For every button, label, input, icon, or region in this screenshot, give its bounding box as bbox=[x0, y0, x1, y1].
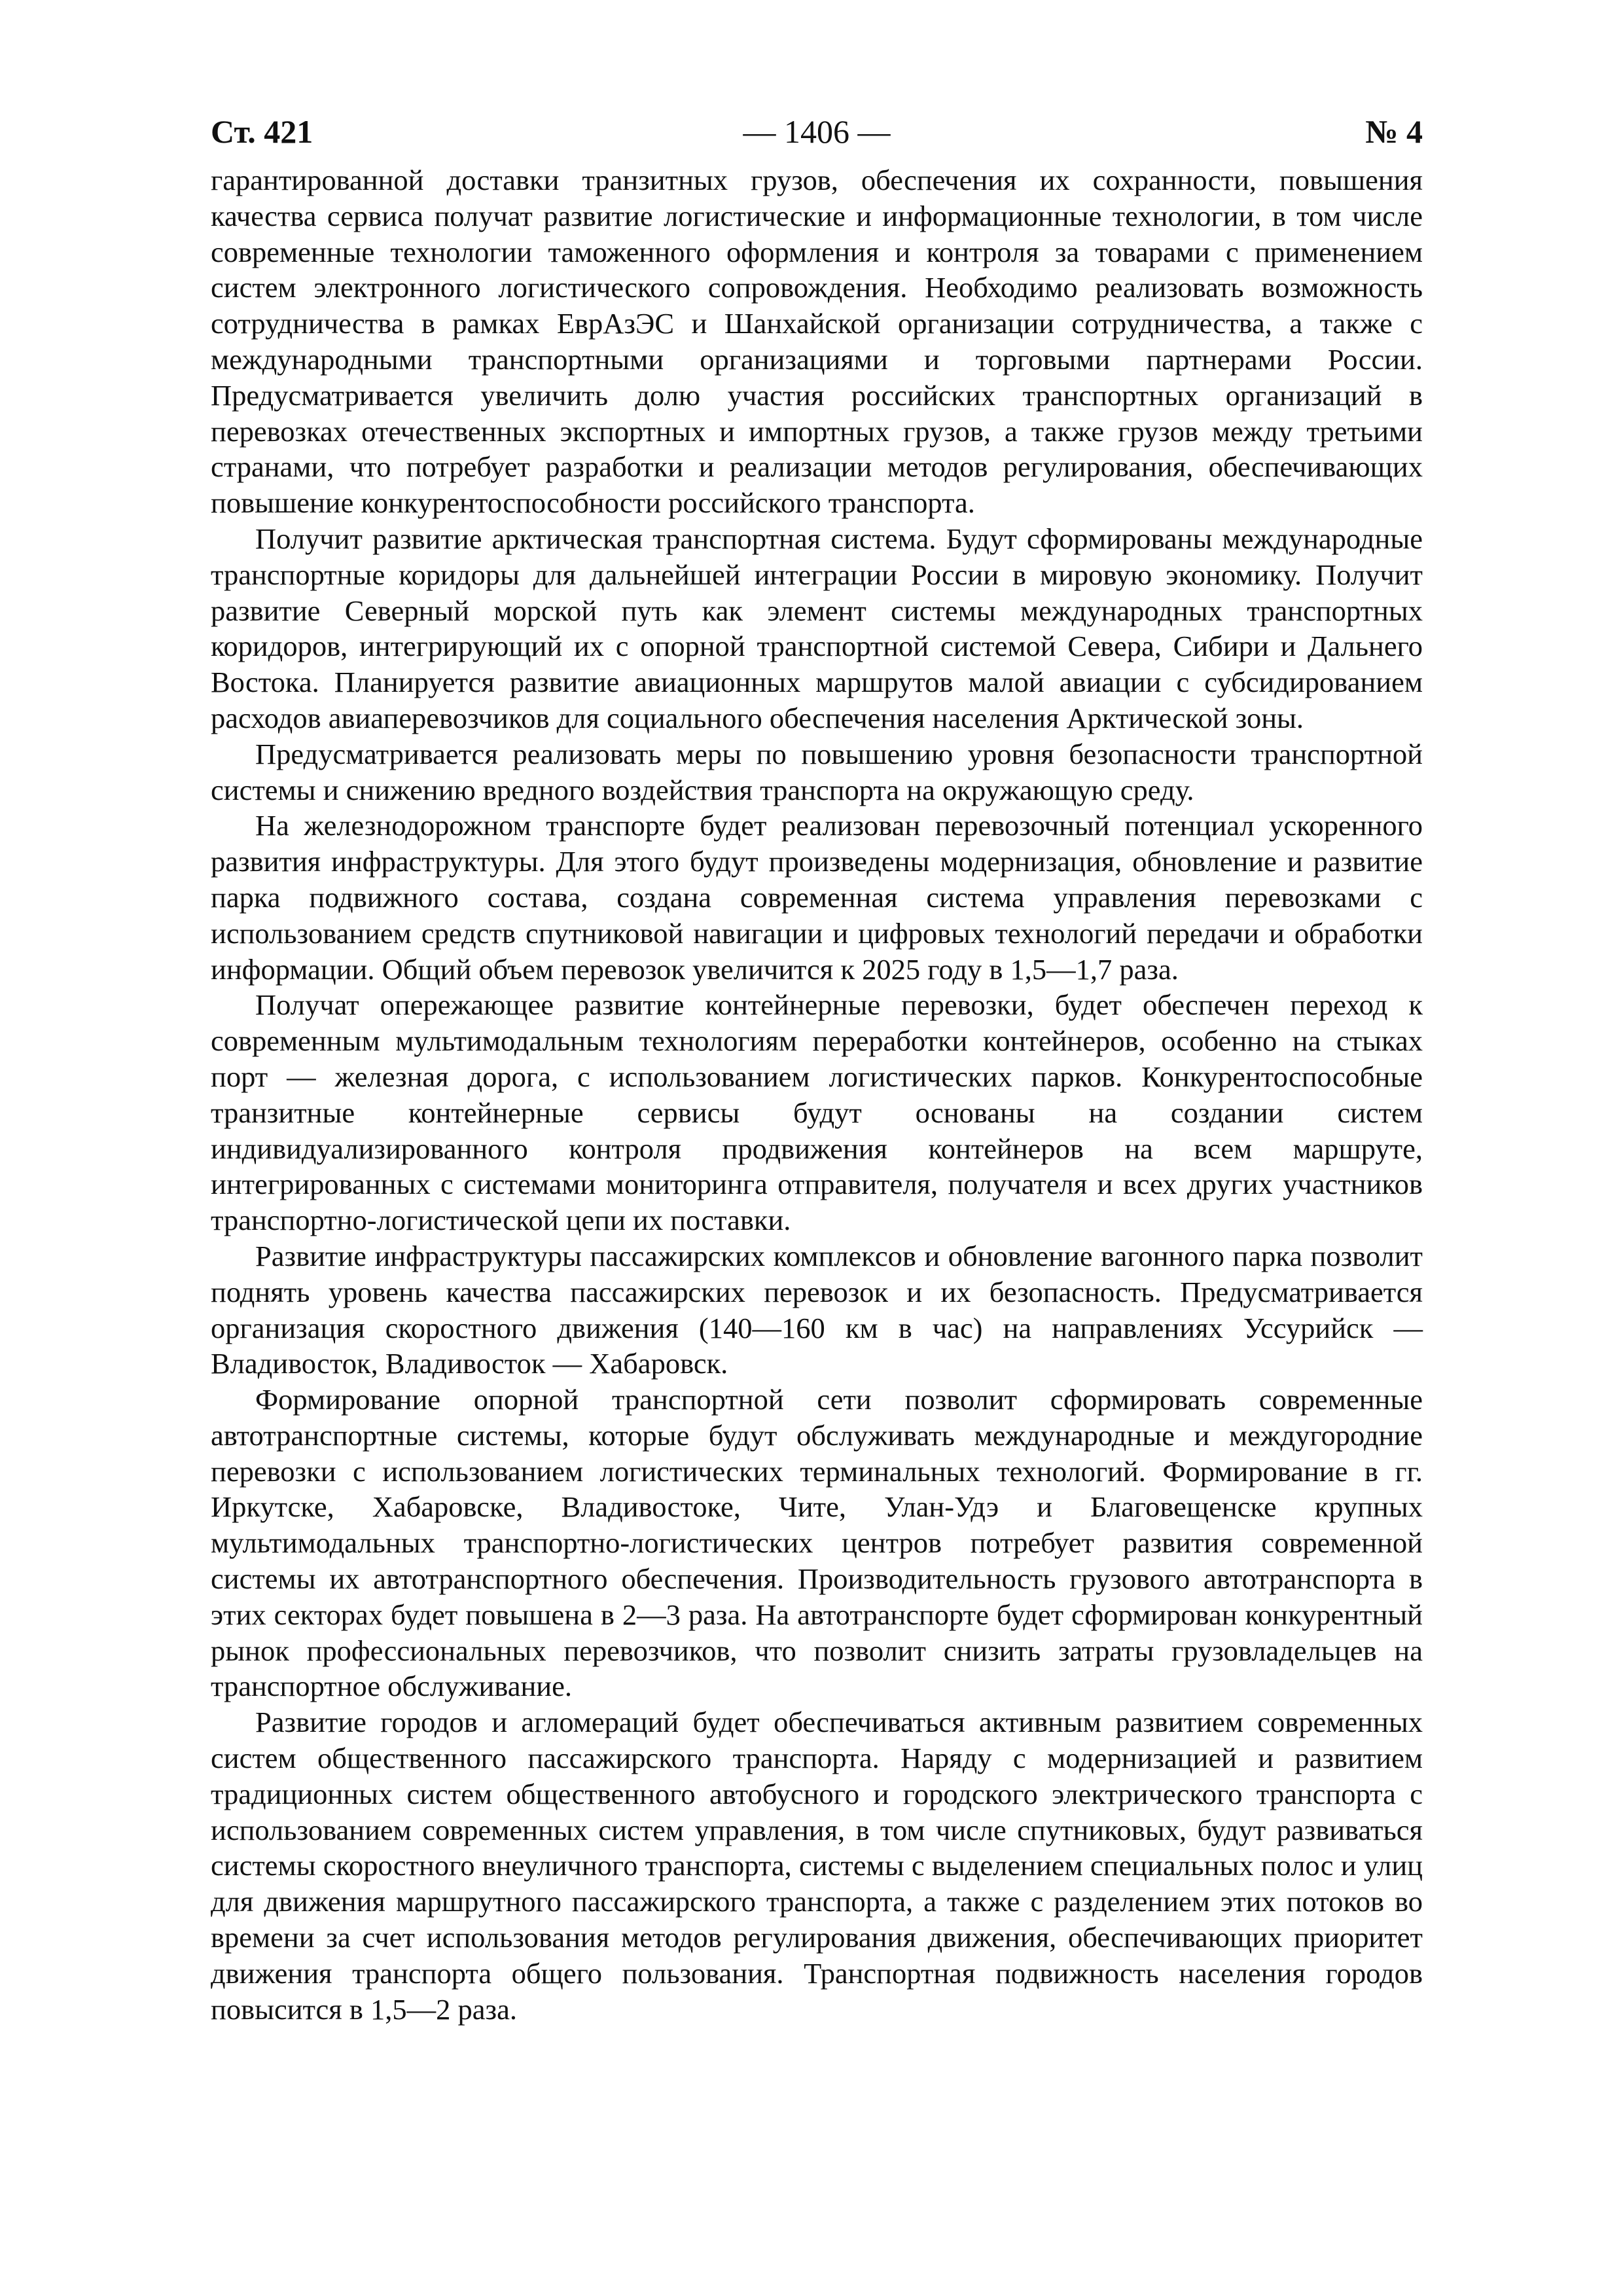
paragraph: Получит развитие арктическая транспортная система. Будут сформированы международные транспортные коридоры для дальнейшей интеграции России в мировую экономику. Получит развитие Северный морской путь как элемент системы международных транспортных коридоров, интегрирующий их с опорной транспортной системой Севера, Сибири и Дальнего Востока. Планируется развитие авиационных маршрутов малой авиации с субсидированием расходов авиаперевозчиков для социального обеспечения населения Арктической зоны. bbox=[211, 522, 1423, 734]
paragraph-continued: гарантированной доставки транзитных грузов, обеспечения их сохранности, повышения качества сервиса получат развитие логистические и информационные технологии, в том числе современные технологии таможенного оформления и контроля за товарами с применением систем электронного логистического сопровождения. Необходимо реализовать возможность сотрудничества в рамках ЕврАзЭС и Шанхайской организации сотрудничества, а также с международными транспортными организациями и торговыми партнерами России. Предусматривается увеличить долю участия российских транспортных организаций в перевозках отечественных экспортных и импортных грузов, а также грузов между третьими странами, что потребует разработки и реализации методов регулирования, обеспечивающих повышение конкурентоспособности российского транспорта. bbox=[211, 164, 1423, 520]
article-number: Ст. 421 bbox=[211, 113, 313, 150]
paragraph: Предусматривается реализовать меры по повышению уровня безопасности транспортной системы и снижению вредного воздействия транспорта на окружающую среду. bbox=[211, 737, 1423, 806]
page-number: — 1406 — bbox=[743, 113, 891, 150]
paragraph: Развитие городов и агломераций будет обеспечиваться активным развитием современных систем общественного пассажирского транспорта. Наряду с модернизацией и развитием традиционных систем общественного автобусного и городского электрического транспорта с использованием современных систем управления, в том числе спутниковых, будут развиваться системы скоростного внеуличного транспорта, системы с выделением специальных полос и улиц для движения маршрутного пассажирского транспорта, а также с разделением этих потоков во времени за счет использования методов регулирования движения, обеспечивающих приоритет движения транспорта общего пользования. Транспортная подвижность населения городов повысится в 1,5—2 раза. bbox=[211, 1706, 1423, 2026]
document-page bbox=[211, 115, 1423, 2027]
page-header bbox=[211, 115, 1423, 162]
paragraph: Развитие инфраструктуры пассажирских комплексов и обновление вагонного парка позволит поднять уровень качества пассажирских перевозок и их безопасность. Предусматривается организация скоростного движения (140—160 км в час) на направлениях Уссурийск — Владивосток, Владивосток — Хабаровск. bbox=[211, 1239, 1423, 1380]
document-body bbox=[211, 162, 1423, 2027]
paragraph: На железнодорожном транспорте будет реализован перевозочный потенциал ускоренного развития инфраструктуры. Для этого будут произведены модернизация, обновление и развитие парка подвижного состава, создана современная система управления перевозками с использованием средств спутниковой навигации и цифровых технологий передачи и обработки информации. Общий объем перевозок увеличится к 2025 году в 1,5—1,7 раза. bbox=[211, 809, 1423, 986]
paragraph: Формирование опорной транспортной сети позволит сформировать современные автотранспортные системы, которые будут обслуживать международные и междугородние перевозки с использованием логистических терминальных технологий. Формирование в гг. Иркутске, Хабаровске, Владивостоке, Чите, Улан-Удэ и Благовещенске крупных мультимодальных транспортно-логистических центров потребует развития современной системы их автотранспортного обеспечения. Производительность грузового автотранспорта в этих секторах будет повышена в 2—3 раза. На автотранспорте будет сформирован конкурентный рынок профессиональных перевозчиков, что позволит снизить затраты грузовладельцев на транспортное обслуживание. bbox=[211, 1383, 1423, 1703]
paragraph: Получат опережающее развитие контейнерные перевозки, будет обеспечен переход к современным мультимодальным технологиям переработки контейнеров, особенно на стыках порт — железная дорога, с использованием логистических парков. Конкурентоспособные транзитные контейнерные сервисы будут основаны на создании систем индивидуализированного контроля продвижения контейнеров на всем маршруте, интегрированных с системами мониторинга отправителя, получателя и всех других участников транспортно-логистической цепи их поставки. bbox=[211, 988, 1423, 1237]
issue-number: № 4 bbox=[1365, 113, 1423, 150]
